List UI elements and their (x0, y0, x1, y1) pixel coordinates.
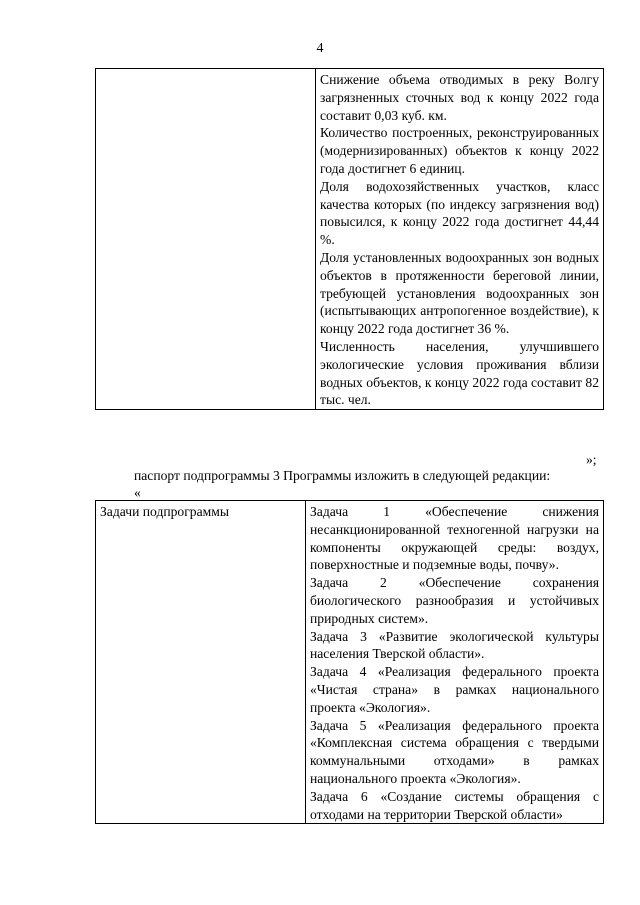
table-cell-label: Задачи подпрограммы (96, 501, 306, 824)
task-paragraph: Задача 2 «Обеспечение сохранения биологического разнообразия и устойчивых природных систем». (310, 575, 599, 626)
table-cell-empty (96, 69, 316, 410)
task-paragraph: Задача 5 «Реализация федерального проекта «Комплексная система обращения с твердыми коммунальными отходами» в рамках национального проекта «Экология». (310, 717, 599, 786)
indicators-table (95, 68, 604, 410)
subprogram-tasks-table (95, 500, 604, 824)
indicator-paragraph: Доля водохозяйственных участков, класс качества которых (по индексу загрязнения вод) повысился, к концу 2022 года достигнет 44,44 %. (320, 178, 599, 248)
indicator-paragraph: Снижение объема отводимых в реку Волгу загрязненных сточных вод к концу 2022 года составит 0,03 куб. км. (320, 72, 599, 123)
table-row (96, 501, 604, 824)
page-number: 4 (316, 41, 324, 56)
indicator-paragraph: Численность населения, улучшившего экологические условия проживания вблизи водных объектов, к концу 2022 года составит 82 тыс. чел. (320, 338, 599, 408)
intro-text: паспорт подпрограммы 3 Программы изложить в следующей редакции: (134, 468, 551, 483)
table-cell-indicators (316, 69, 604, 410)
table-row (96, 69, 604, 410)
task-paragraph: Задача 1 «Обеспечение снижения несанкционированной техногенной нагрузки на компоненты окружающей среды: воздух, поверхностные и подземные воды, почву». (310, 504, 599, 573)
opening-quote: « (134, 485, 141, 500)
task-paragraph: Задача 4 «Реализация федерального проекта «Чистая страна» в рамках национального проекта «Экология». (310, 664, 599, 715)
indicator-paragraph: Количество построенных, реконструированных (модернизированных) объектов к концу 2022 года достигнет 6 единиц. (320, 125, 599, 176)
closing-quote: »; (586, 452, 597, 467)
task-paragraph: Задача 3 «Развитие экологической культуры населения Тверской области». (310, 628, 599, 662)
task-paragraph: Задача 6 «Создание системы обращения с отходами на территории Тверской области» (310, 788, 599, 822)
indicator-paragraph: Доля установленных водоохранных зон водных объектов в протяженности береговой линии, требующей установления водоохранных зон (испытывающих антропогенное воздействие), к концу 2022 года достигнет 36 %. (320, 249, 599, 337)
table-cell-tasks (306, 501, 604, 824)
